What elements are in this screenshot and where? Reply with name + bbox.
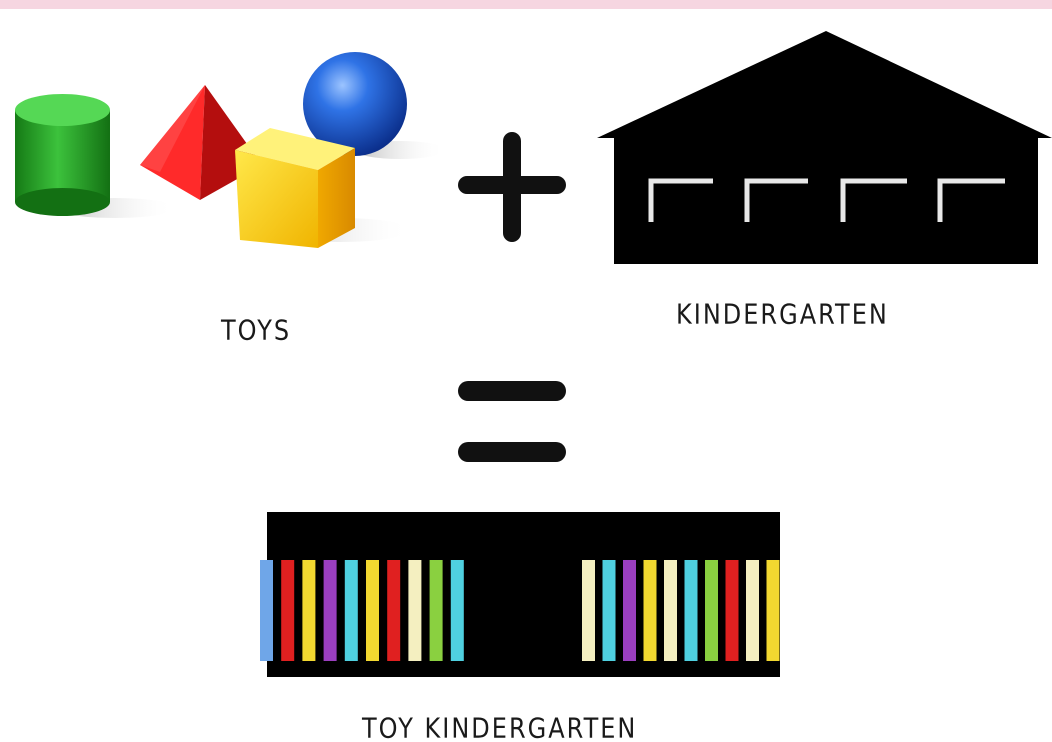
kindergarten-house-icon bbox=[597, 31, 1052, 264]
color-stripe bbox=[767, 560, 780, 661]
color-stripe bbox=[746, 560, 759, 661]
color-stripe bbox=[387, 560, 400, 661]
toy-kindergarten-label: TOY KINDERGARTEN bbox=[362, 712, 638, 742]
color-stripe bbox=[430, 560, 443, 661]
color-stripe bbox=[726, 560, 739, 661]
color-stripe bbox=[582, 560, 595, 661]
color-stripe bbox=[644, 560, 657, 661]
toys-label: TOYS bbox=[221, 314, 292, 347]
color-stripe bbox=[260, 560, 273, 661]
cube-icon bbox=[235, 128, 355, 248]
color-stripe bbox=[603, 560, 616, 661]
kindergarten-label: KINDERGARTEN bbox=[676, 298, 889, 331]
toys-illustration bbox=[15, 52, 445, 248]
equals-icon bbox=[458, 381, 566, 462]
color-stripe bbox=[345, 560, 358, 661]
toy-kindergarten-building-icon bbox=[260, 512, 780, 677]
color-stripe bbox=[408, 560, 421, 661]
color-stripe bbox=[685, 560, 698, 661]
cylinder-icon bbox=[15, 94, 110, 216]
color-stripe bbox=[281, 560, 294, 661]
color-stripe bbox=[705, 560, 718, 661]
color-stripe bbox=[366, 560, 379, 661]
color-stripe bbox=[302, 560, 315, 661]
color-stripe bbox=[623, 560, 636, 661]
color-stripe bbox=[451, 560, 464, 661]
plus-icon bbox=[458, 132, 566, 242]
color-stripe bbox=[324, 560, 337, 661]
color-stripe bbox=[664, 560, 677, 661]
